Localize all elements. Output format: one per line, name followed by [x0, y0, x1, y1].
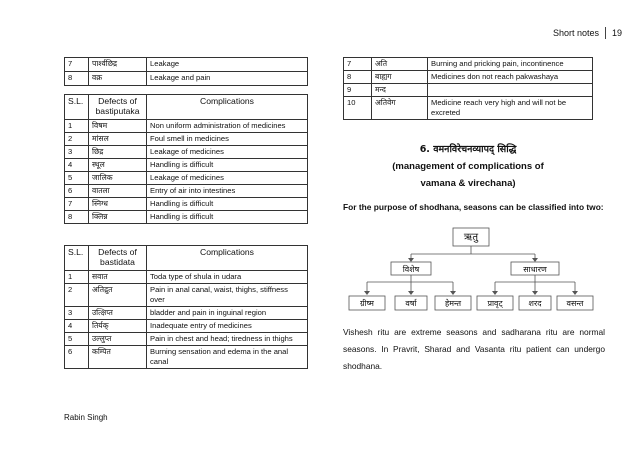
term-cell: वातला: [89, 185, 147, 198]
term-cell: अतिद्रुत: [89, 284, 147, 307]
desc-cell: Inadequate entry of medicines: [147, 320, 308, 333]
tree-root-label: ऋतु: [463, 232, 479, 243]
sl-cell: 8: [65, 211, 89, 224]
table-row: [65, 333, 308, 346]
term-cell: स्थूल: [89, 159, 147, 172]
table-row: [65, 211, 308, 224]
table-row: [65, 159, 308, 172]
term-cell: पार्श्वछिद्र: [89, 58, 147, 72]
table-row: [65, 198, 308, 211]
sl-cell: 2: [65, 284, 89, 307]
desc-cell: Toda type of shula in udara: [147, 271, 308, 284]
tree-leaf-label: शरद: [528, 299, 542, 308]
sl-cell: 2: [65, 133, 89, 146]
desc-cell: [428, 84, 593, 97]
sl-cell: 7: [344, 58, 372, 71]
desc-cell: Entry of air into intestines: [147, 185, 308, 198]
sl-cell: 3: [65, 307, 89, 320]
table-row: [344, 84, 593, 97]
continuation-table-left: [64, 57, 308, 86]
author-footer: Rabin Singh: [64, 413, 108, 422]
term-cell: कम्पित: [89, 346, 147, 369]
desc-cell: Non uniform administration of medicines: [147, 120, 308, 133]
seasons-tree-diagram: [343, 222, 605, 318]
desc-cell: Handling is difficult: [147, 211, 308, 224]
table-row: [65, 284, 308, 307]
table-row: [65, 320, 308, 333]
term-cell: अति: [372, 58, 428, 71]
table-row: [344, 58, 593, 71]
col-header-defects: Defects of bastiputaka: [89, 95, 147, 120]
col-header-sl: S.L.: [65, 95, 89, 120]
term-cell: वक्र: [89, 72, 147, 86]
desc-cell: Leakage of medicines: [147, 146, 308, 159]
sl-cell: 7: [65, 58, 89, 72]
sl-cell: 10: [344, 97, 372, 120]
sl-cell: 8: [344, 71, 372, 84]
desc-cell: Burning and pricking pain, incontinence: [428, 58, 593, 71]
desc-cell: Leakage and pain: [147, 72, 308, 86]
desc-cell: Burning sensation and edema in the anal canal: [147, 346, 308, 369]
table-header-row: [65, 246, 308, 271]
table-row: [65, 58, 308, 72]
term-cell: सवात: [89, 271, 147, 284]
sl-cell: 3: [65, 146, 89, 159]
header-divider: [605, 27, 606, 39]
desc-cell: Leakage of medicines: [147, 172, 308, 185]
sl-cell: 1: [65, 120, 89, 133]
table-row: [65, 346, 308, 369]
tree-node-vishesh: विशेष: [402, 265, 420, 274]
sl-cell: 5: [65, 333, 89, 346]
table-row: [65, 133, 308, 146]
col-header-complications: Complications: [147, 95, 308, 120]
sl-cell: 4: [65, 320, 89, 333]
desc-cell: Medicine reach very high and will not be excreted: [428, 97, 593, 120]
desc-cell: Pain in chest and head; tiredness in thighs: [147, 333, 308, 346]
section-title-line1: 6. वमनविरेचनव्यापद् सिद्धि: [419, 144, 517, 155]
table-row: [65, 120, 308, 133]
table-row: [344, 71, 593, 84]
term-cell: स्निग्ध: [89, 198, 147, 211]
table-row: [344, 97, 593, 120]
bastidata-table: [64, 245, 308, 369]
term-cell: उत्क्षिप्त: [89, 307, 147, 320]
term-cell: क्लिन्न: [89, 211, 147, 224]
continuation-table-right: [343, 57, 593, 120]
desc-cell: Handling is difficult: [147, 159, 308, 172]
term-cell: मन्द: [372, 84, 428, 97]
col-header-sl: S.L.: [65, 246, 89, 271]
sl-cell: 1: [65, 271, 89, 284]
table-row: [65, 185, 308, 198]
desc-cell: bladder and pain in inguinal region: [147, 307, 308, 320]
tree-leaf-label: वसन्त: [566, 299, 584, 308]
term-cell: मांसल: [89, 133, 147, 146]
page-header: [553, 27, 622, 39]
sl-cell: 9: [344, 84, 372, 97]
desc-cell: Pain in anal canal, waist, thighs, stiffness over: [147, 284, 308, 307]
header-title: Short notes: [552, 28, 599, 38]
desc-cell: Foul smell in medicines: [147, 133, 308, 146]
desc-cell: Handling is difficult: [147, 198, 308, 211]
term-cell: उल्लुप्त: [89, 333, 147, 346]
sl-cell: 4: [65, 159, 89, 172]
bastiputaka-table: [64, 94, 308, 224]
body-paragraph: Vishesh ritu are extreme seasons and sadharana ritu are normal seasons. In Pravrit, Sharad and Vasanta ritu patient can undergo shodhana.: [343, 327, 605, 371]
sl-cell: 6: [65, 185, 89, 198]
section-title-line2: (management of complications of: [392, 161, 544, 172]
sl-cell: 6: [65, 346, 89, 369]
table-row: [65, 271, 308, 284]
tree-node-sadharana: साधारण: [523, 265, 547, 274]
col-header-defects: Defects of bastidata: [89, 246, 147, 271]
desc-cell: Leakage: [147, 58, 308, 72]
term-cell: जालिक: [89, 172, 147, 185]
table-header-row: [65, 95, 308, 120]
sl-cell: 5: [65, 172, 89, 185]
desc-cell: Medicines don not reach pakwashaya: [428, 71, 593, 84]
col-header-complications: Complications: [147, 246, 308, 271]
term-cell: बाह्यग: [372, 71, 428, 84]
tree-leaf-label: हेमन्त: [444, 299, 462, 308]
table-row: [65, 172, 308, 185]
sl-cell: 7: [65, 198, 89, 211]
tree-leaf-label: ग्रीष्म: [360, 299, 374, 308]
table-row: [65, 72, 308, 86]
tree-leaf-label: वर्षा: [405, 299, 417, 308]
section-title: [343, 143, 593, 191]
page-number: 19: [611, 28, 622, 38]
term-cell: विषम: [89, 120, 147, 133]
table-row: [65, 146, 308, 159]
term-cell: तिर्यक्: [89, 320, 147, 333]
section-title-line3: vamana & virechana): [420, 178, 516, 189]
sl-cell: 8: [65, 72, 89, 86]
term-cell: अतिवेग: [372, 97, 428, 120]
tree-leaf-label: प्रावृट्: [487, 299, 503, 308]
section-intro: For the purpose of shodhana, seasons can be classified into two:: [343, 202, 604, 212]
table-row: [65, 307, 308, 320]
term-cell: छिद्र: [89, 146, 147, 159]
